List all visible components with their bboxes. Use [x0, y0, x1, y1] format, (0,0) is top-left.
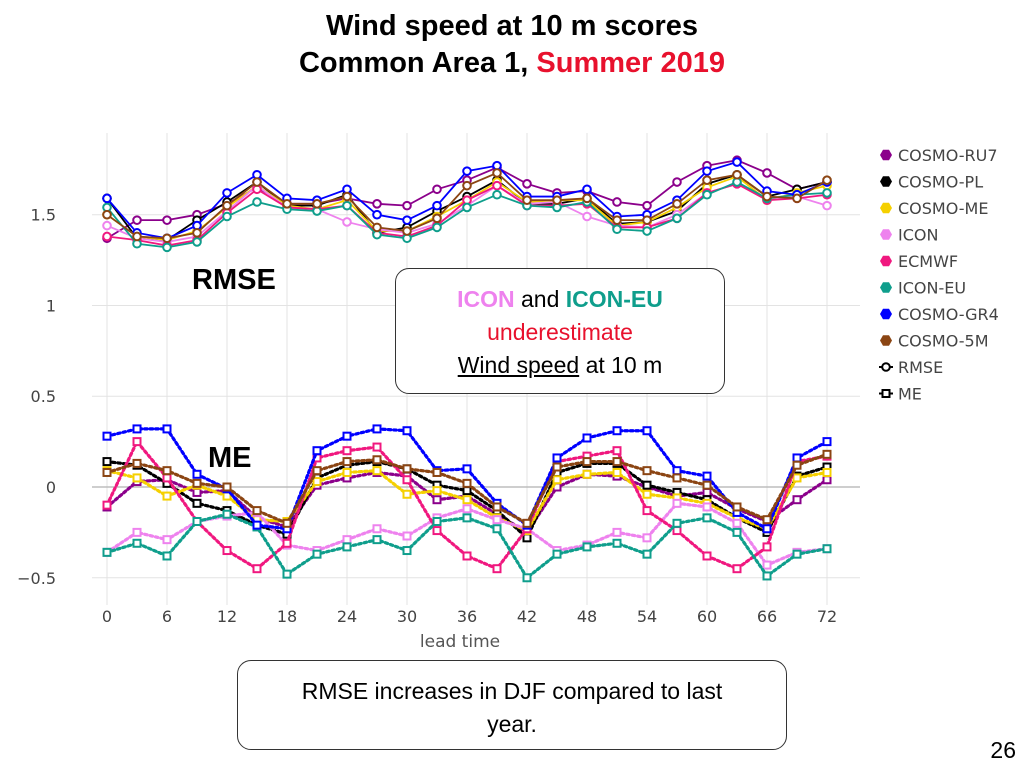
rmse-marker: [313, 200, 321, 208]
rmse-marker: [643, 202, 651, 210]
me-marker: [674, 500, 681, 507]
callout-icon-model: ICON: [457, 286, 515, 312]
x-tick-label: 66: [756, 607, 778, 626]
me-marker: [104, 502, 111, 509]
underestimate-callout: [395, 268, 725, 394]
rmse-marker: [523, 180, 531, 188]
me-marker: [584, 471, 591, 478]
me-marker: [494, 503, 501, 510]
x-tick-label: 6: [161, 607, 173, 626]
rmse-marker: [433, 185, 441, 193]
me-marker: [134, 540, 141, 547]
legend-swatch: [880, 256, 892, 266]
me-marker: [824, 469, 831, 476]
me-marker: [644, 427, 651, 434]
me-marker: [794, 551, 801, 558]
slide-number: 26: [990, 737, 1016, 763]
me-marker: [164, 552, 171, 559]
me-marker: [194, 471, 201, 478]
me-marker: [284, 571, 291, 578]
me-marker: [404, 533, 411, 540]
legend-swatch: [880, 203, 892, 213]
rmse-marker: [163, 234, 171, 242]
rmse-marker: [643, 216, 651, 224]
me-marker: [554, 476, 561, 483]
rmse-marker: [733, 158, 741, 166]
me-marker: [704, 482, 711, 489]
legend-label: COSMO-ME: [898, 199, 989, 218]
rmse-marker: [583, 185, 591, 193]
rmse-marker: [673, 215, 681, 223]
rmse-marker: [643, 227, 651, 235]
rmse-marker: [373, 224, 381, 232]
me-marker: [134, 425, 141, 432]
me-marker: [524, 574, 531, 581]
me-marker: [464, 514, 471, 521]
me-marker: [404, 547, 411, 554]
me-marker: [794, 496, 801, 503]
me-marker: [794, 474, 801, 481]
me-marker: [194, 518, 201, 525]
me-marker: [344, 433, 351, 440]
x-tick-label: 48: [576, 607, 598, 626]
title-line-2: [0, 45, 1024, 82]
rmse-marker: [433, 215, 441, 223]
rmse-marker: [253, 198, 261, 206]
me-marker: [734, 529, 741, 536]
me-marker: [494, 525, 501, 532]
rmse-marker: [253, 178, 261, 186]
callout-and: and: [521, 286, 560, 312]
me-marker: [344, 543, 351, 550]
callout-rest: at 10 m: [585, 352, 663, 378]
callout-verb: underestimate: [487, 319, 633, 345]
rmse-marker: [193, 238, 201, 246]
rmse-marker: [373, 211, 381, 219]
me-marker: [194, 480, 201, 487]
rmse-marker: [583, 213, 591, 221]
x-tick-label: 42: [516, 607, 538, 626]
me-marker: [374, 444, 381, 451]
rmse-marker: [133, 216, 141, 224]
me-marker: [284, 540, 291, 547]
me-marker: [614, 427, 621, 434]
rmse-annotation: RMSE: [192, 264, 276, 296]
me-marker: [644, 507, 651, 514]
me-marker: [104, 433, 111, 440]
me-marker: [494, 516, 501, 523]
me-marker: [764, 516, 771, 523]
me-marker: [374, 467, 381, 474]
legend-swatch: [880, 282, 892, 292]
legend-swatch: [880, 176, 892, 186]
callout-wind-speed: Wind speed: [457, 352, 580, 378]
rmse-marker: [103, 211, 111, 219]
y-tick-label: −0.5: [17, 568, 56, 588]
rmse-marker: [703, 191, 711, 199]
legend-swatch: [880, 309, 892, 319]
me-marker: [104, 549, 111, 556]
me-marker: [644, 467, 651, 474]
me-marker: [464, 480, 471, 487]
rmse-marker: [733, 171, 741, 179]
me-marker: [464, 465, 471, 472]
me-marker: [494, 565, 501, 572]
rmse-marker: [403, 227, 411, 235]
me-marker: [254, 507, 261, 514]
y-tick-label: 1: [45, 296, 56, 316]
me-marker: [404, 491, 411, 498]
me-marker: [824, 438, 831, 445]
me-marker: [704, 514, 711, 521]
legend-style-marker: [883, 390, 890, 397]
me-marker: [584, 458, 591, 465]
me-marker: [704, 552, 711, 559]
x-tick-label: 72: [816, 607, 838, 626]
me-marker: [374, 425, 381, 432]
me-marker: [194, 489, 201, 496]
rmse-marker: [613, 216, 621, 224]
x-tick-label: 0: [101, 607, 113, 626]
rmse-marker: [673, 200, 681, 208]
legend-swatch: [880, 335, 892, 345]
me-marker: [104, 469, 111, 476]
legend-style-label: RMSE: [898, 358, 944, 377]
me-marker: [134, 438, 141, 445]
me-marker: [824, 476, 831, 483]
me-marker: [434, 496, 441, 503]
me-marker: [344, 536, 351, 543]
title-line-2-prefix: Common Area 1,: [298, 47, 529, 79]
me-marker: [464, 552, 471, 559]
me-marker: [314, 478, 321, 485]
x-tick-label: 12: [216, 607, 238, 626]
rmse-marker: [343, 202, 351, 210]
me-marker: [434, 487, 441, 494]
rmse-marker: [763, 169, 771, 177]
rmse-marker: [613, 198, 621, 206]
me-marker: [614, 540, 621, 547]
rmse-marker: [823, 189, 831, 197]
rmse-marker: [103, 222, 111, 230]
me-marker: [674, 467, 681, 474]
me-marker: [164, 493, 171, 500]
rmse-marker: [193, 229, 201, 237]
me-marker: [644, 491, 651, 498]
x-tick-label: 36: [456, 607, 478, 626]
me-marker: [224, 484, 231, 491]
rmse-marker: [163, 216, 171, 224]
legend-label: ECMWF: [898, 252, 959, 271]
me-marker: [434, 469, 441, 476]
rmse-marker: [103, 195, 111, 203]
rmse-marker: [823, 202, 831, 210]
legend-label: COSMO-PL: [898, 172, 984, 192]
me-marker: [584, 434, 591, 441]
rmse-marker: [403, 216, 411, 224]
me-marker: [524, 534, 531, 541]
rmse-marker: [823, 176, 831, 184]
rmse-marker: [703, 176, 711, 184]
me-marker: [344, 458, 351, 465]
me-marker: [374, 456, 381, 463]
rmse-marker: [463, 204, 471, 212]
rmse-marker: [793, 195, 801, 203]
legend-label: ICON: [898, 225, 939, 245]
rmse-marker: [373, 200, 381, 208]
legend-style-label: ME: [898, 384, 922, 404]
me-marker: [764, 543, 771, 550]
me-marker: [374, 525, 381, 532]
legend-style-marker: [882, 363, 890, 371]
me-marker: [314, 551, 321, 558]
rmse-marker: [673, 178, 681, 186]
me-marker: [404, 476, 411, 483]
rmse-marker: [133, 233, 141, 241]
rmse-marker: [223, 189, 231, 197]
me-marker: [164, 467, 171, 474]
rmse-marker: [493, 182, 501, 190]
me-marker: [164, 425, 171, 432]
me-marker: [104, 458, 111, 465]
rmse-marker: [433, 224, 441, 232]
title-line-1: Wind speed at 10 m scores: [325, 10, 699, 42]
y-tick-label: 0: [45, 478, 56, 497]
me-marker: [704, 473, 711, 480]
legend-label: ICON-EU: [898, 278, 967, 298]
me-marker: [344, 447, 351, 454]
me-marker: [764, 572, 771, 579]
y-tick-label: 1.5: [30, 205, 56, 225]
me-marker: [674, 520, 681, 527]
me-marker: [554, 551, 561, 558]
me-marker: [554, 454, 561, 461]
me-marker: [554, 464, 561, 471]
title-season: Summer 2019: [536, 47, 726, 79]
me-marker: [674, 474, 681, 481]
me-marker: [374, 536, 381, 543]
legend-swatch: [880, 229, 892, 239]
rmse-marker: [103, 233, 111, 241]
me-marker: [464, 487, 471, 494]
chart-legend: [879, 146, 999, 404]
rmse-note-callout: RMSE increases in DJF compared to last year.: [237, 660, 787, 750]
rmse-marker: [163, 244, 171, 252]
x-tick-label: 30: [396, 607, 418, 626]
me-marker: [524, 520, 531, 527]
rmse-marker: [463, 182, 471, 190]
callout-line-1: [396, 283, 724, 316]
rmse-marker: [223, 213, 231, 221]
me-marker: [404, 465, 411, 472]
x-tick-label: 18: [276, 607, 298, 626]
me-marker: [344, 469, 351, 476]
me-marker: [764, 562, 771, 569]
me-marker: [734, 503, 741, 510]
me-marker: [794, 454, 801, 461]
rmse-marker: [343, 193, 351, 201]
legend-label: COSMO-RU7: [898, 146, 998, 165]
me-marker: [764, 525, 771, 532]
rmse-marker: [763, 193, 771, 201]
rmse-marker: [223, 202, 231, 210]
me-annotation: ME: [208, 442, 252, 474]
me-marker: [254, 565, 261, 572]
me-marker: [434, 527, 441, 534]
me-marker: [644, 551, 651, 558]
me-marker: [134, 529, 141, 536]
me-marker: [584, 543, 591, 550]
me-marker: [224, 511, 231, 518]
slide-title: [0, 8, 1024, 82]
rmse-marker: [703, 167, 711, 175]
legend-label: COSMO-5M: [898, 331, 989, 351]
rmse-marker: [463, 167, 471, 175]
me-marker: [734, 520, 741, 527]
me-marker: [134, 460, 141, 467]
me-marker: [314, 447, 321, 454]
me-marker: [734, 565, 741, 572]
rmse-marker: [403, 202, 411, 210]
rmse-marker: [493, 191, 501, 199]
rmse-marker: [583, 195, 591, 203]
me-marker: [434, 518, 441, 525]
me-marker: [704, 489, 711, 496]
me-marker: [614, 458, 621, 465]
me-marker: [644, 482, 651, 489]
legend-swatch: [880, 150, 892, 160]
x-tick-label: 24: [336, 607, 358, 626]
x-tick-label: 54: [636, 607, 658, 626]
rmse-marker: [523, 196, 531, 204]
legend-label: COSMO-GR4: [898, 305, 999, 324]
me-marker: [464, 505, 471, 512]
me-marker: [794, 462, 801, 469]
y-tick-label: 0.5: [30, 387, 56, 407]
x-axis-title: lead time: [419, 632, 501, 652]
me-marker: [164, 474, 171, 481]
me-marker: [824, 451, 831, 458]
me-marker: [134, 474, 141, 481]
callout-line-3: [396, 349, 724, 382]
callout-icon-eu-model: ICON-EU: [565, 286, 663, 312]
rmse-marker: [493, 169, 501, 177]
me-marker: [164, 536, 171, 543]
rmse-marker: [613, 225, 621, 233]
rmse-marker: [553, 196, 561, 204]
me-marker: [644, 534, 651, 541]
rmse-marker: [433, 202, 441, 210]
x-tick-label: 60: [696, 607, 718, 626]
me-marker: [824, 545, 831, 552]
me-marker: [614, 529, 621, 536]
me-marker: [614, 469, 621, 476]
me-marker: [194, 500, 201, 507]
me-marker: [254, 522, 261, 529]
rmse-marker: [343, 218, 351, 226]
rmse-marker: [283, 200, 291, 208]
me-marker: [464, 496, 471, 503]
me-marker: [224, 547, 231, 554]
me-marker: [614, 447, 621, 454]
me-marker: [284, 520, 291, 527]
me-marker: [704, 503, 711, 510]
me-marker: [314, 467, 321, 474]
me-marker: [404, 427, 411, 434]
